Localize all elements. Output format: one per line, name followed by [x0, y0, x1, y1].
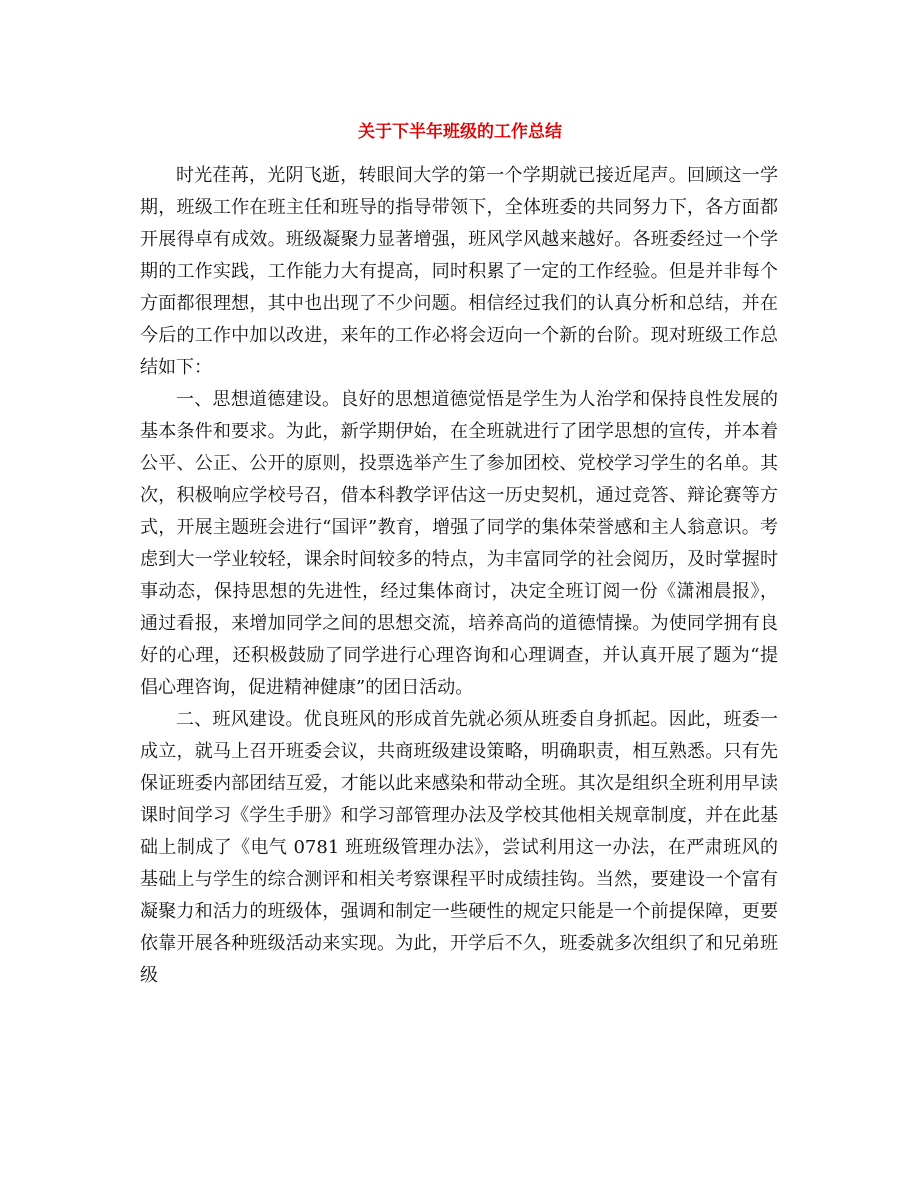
- paragraph-intro: 时光荏苒，光阴飞逝，转眼间大学的第一个学期就已接近尾声。回顾这一学期，班级工作在班主任和班导的指导带领下，全体班委的共同努力下，各方面都开展得卓有成效。班级凝聚力显著增强，班风学风越来越好。各班委经过一个学期的工作实践，工作能力大有提高，同时积累了一定的工作经验。但是并非每个方面都很理想，其中也出现了不少问题。相信经过我们的认真分析和总结，并在今后的工作中加以改进，来年的工作必将会迈向一个新的台阶。现对班级工作总结如下：: [140, 165, 778, 378]
- paragraph-class-style: 二、班风建设。优良班风的形成首先就必须从班委自身抓起。因此，班委一成立，就马上召开班委会议，共商班级建设策略，明确职责，相互熟悉。只有先保证班委内部团结互爱，才能以此来感染和带动全班。其次是组织全班利用早读课时间学习《学生手册》和学习部管理办法及学校其他相关规章制度，并在此基础上制成了《电气 0781 班班级管理办法》，尝试利用这一办法，在严肃班风的基础上与学生的综合测评和相关考察课程平时成绩挂钩。当然，要建设一个富有凝聚力和活力的班级体，强调和制定一些硬性的规定只能是一个前提保障，更要依靠开展各种班级活动来实现。为此，开学后不久，班委就多次组织了和兄弟班级: [140, 709, 778, 986]
- document-body: [140, 160, 778, 992]
- document-title: 关于下半年班级的工作总结: [358, 122, 562, 142]
- paragraph-ideology: 一、思想道德建设。良好的思想道德觉悟是学生为人治学和保持良性发展的基本条件和要求。为此，新学期伊始，在全班就进行了团学思想的宣传，并本着公平、公正、公开的原则，投票选举产生了参加团校、党校学习学生的名单。其次，积极响应学校号召，借本科教学评估这一历史契机，通过竞答、辩论赛等方式，开展主题班会进行“国评”教育，增强了同学的集体荣誉感和主人翁意识。考虑到大一学业较轻，课余时间较多的特点，为丰富同学的社会阅历，及时掌握时事动态，保持思想的先进性，经过集体商讨，决定全班订阅一份《潇湘晨报》，通过看报，来增加同学之间的思想交流，培养高尚的道德情操。为使同学拥有良好的心理，还积极鼓励了同学进行心理咨询和心理调查，并认真开展了题为“提倡心理咨询，促进精神健康”的团日活动。: [140, 389, 778, 698]
